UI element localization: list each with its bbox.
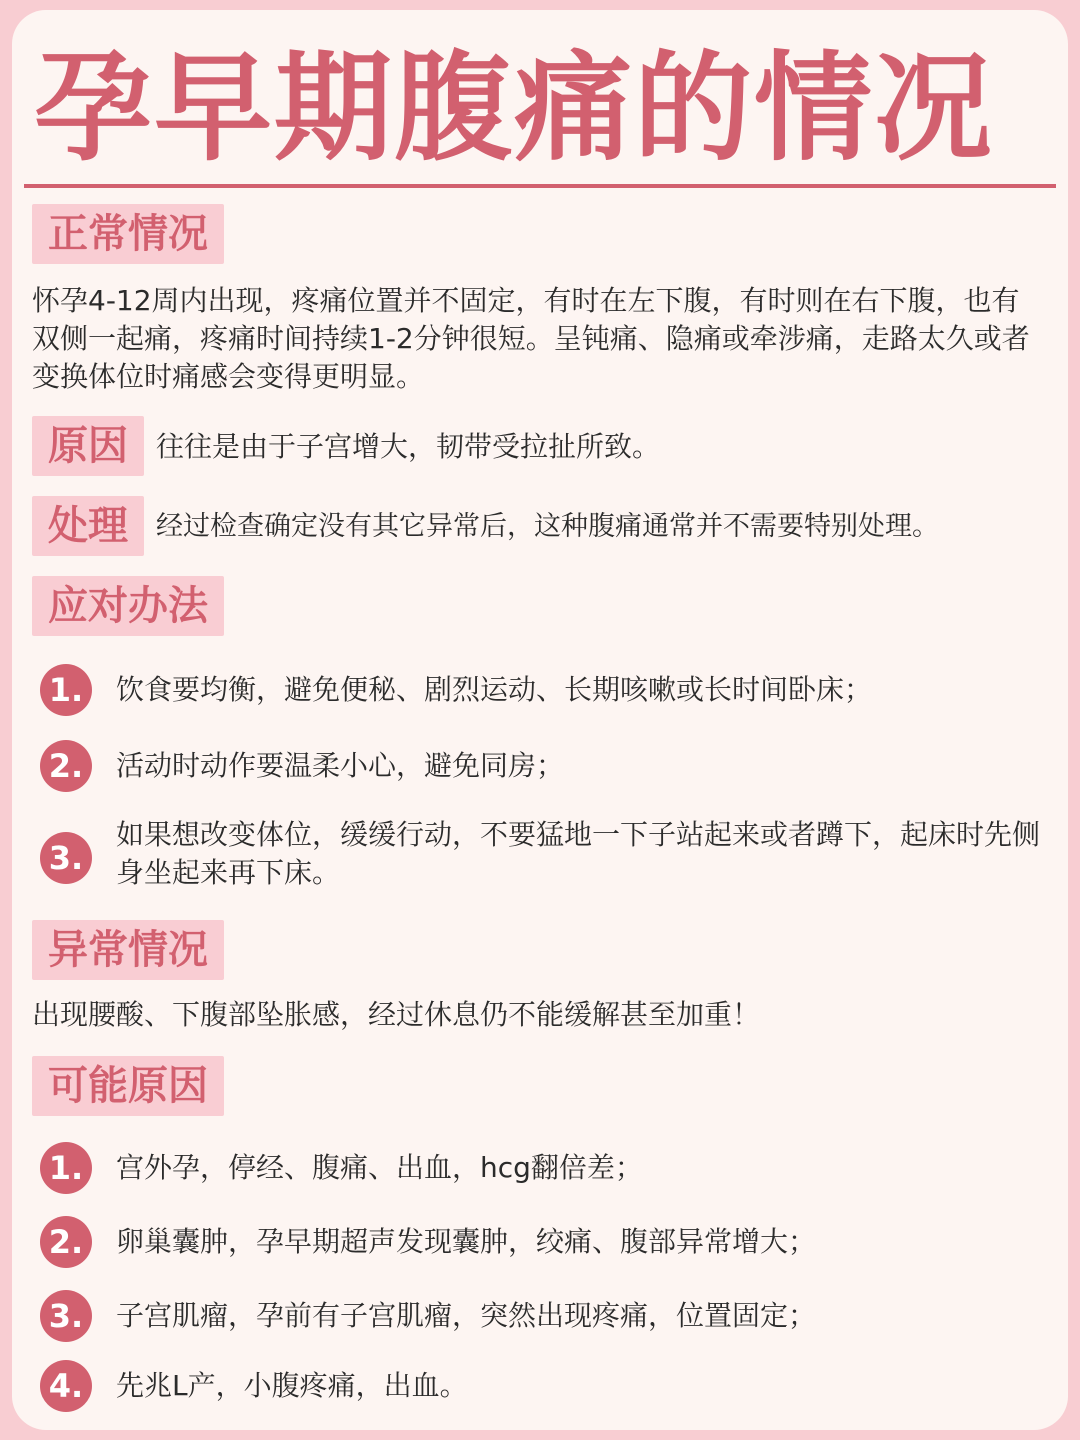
treatment-text: 经过检查确定没有其它异常后，这种腹痛通常并不需要特别处理。 (156, 511, 939, 542)
abnormal-description: 出现腰酸、下腹部坠胀感，经过休息仍不能缓解甚至加重！ (32, 998, 761, 1031)
number-badge: 3. (40, 832, 92, 884)
number-badge: 4. (40, 1360, 92, 1412)
list-item-text: 宫外孕，停经、腹痛、出血，hcg翻倍差； (116, 1151, 643, 1184)
number-badge: 2. (40, 1216, 92, 1268)
normal-description: 怀孕4-12周内出现，疼痛位置并不固定，有时在左下腹，有时则在右下腹，也有双侧一起痛，疼痛时间持续1-2分钟很短。呈钝痛、隐痛或牵涉痛，走路太久或者变换体位时痛感会变得更明显。 (32, 284, 1030, 393)
content-card (12, 10, 1068, 1430)
cause-tag: 原因 (32, 416, 144, 476)
section-tag-coping: 应对办法 (32, 576, 224, 636)
cause-text: 往往是由于子宫增大，韧带受拉扯所致。 (156, 430, 661, 463)
treatment-tag: 处理 (32, 496, 144, 556)
list-item-text: 饮食要均衡，避免便秘、剧烈运动、长期咳嗽或长时间卧床； (116, 673, 873, 706)
number-badge: 1. (40, 1142, 92, 1194)
section-tag-normal: 正常情况 (32, 204, 224, 264)
list-item-text: 活动时动作要温柔小心，避免同房； (116, 749, 565, 782)
list-item-text: 卵巢囊肿，孕早期超声发现囊肿，绞痛、腹部异常增大； (116, 1225, 817, 1258)
list-item-text: 子宫肌瘤，孕前有子宫肌瘤，突然出现疼痛，位置固定； (116, 1299, 817, 1332)
list-item-text: 先兆L产，小腹疼痛，出血。 (116, 1369, 468, 1402)
number-badge: 2. (40, 740, 92, 792)
list-item-text: 如果想改变体位，缓缓行动，不要猛地一下子站起来或者蹲下，起床时先侧身坐起来再下床。 (116, 818, 1041, 889)
number-badge: 3. (40, 1290, 92, 1342)
title-divider (24, 184, 1056, 188)
section-tag-possible-causes: 可能原因 (32, 1056, 224, 1116)
section-tag-abnormal: 异常情况 (32, 920, 224, 980)
number-badge: 1. (40, 664, 92, 716)
page-title: 孕早期腹痛的情况 (34, 39, 995, 177)
